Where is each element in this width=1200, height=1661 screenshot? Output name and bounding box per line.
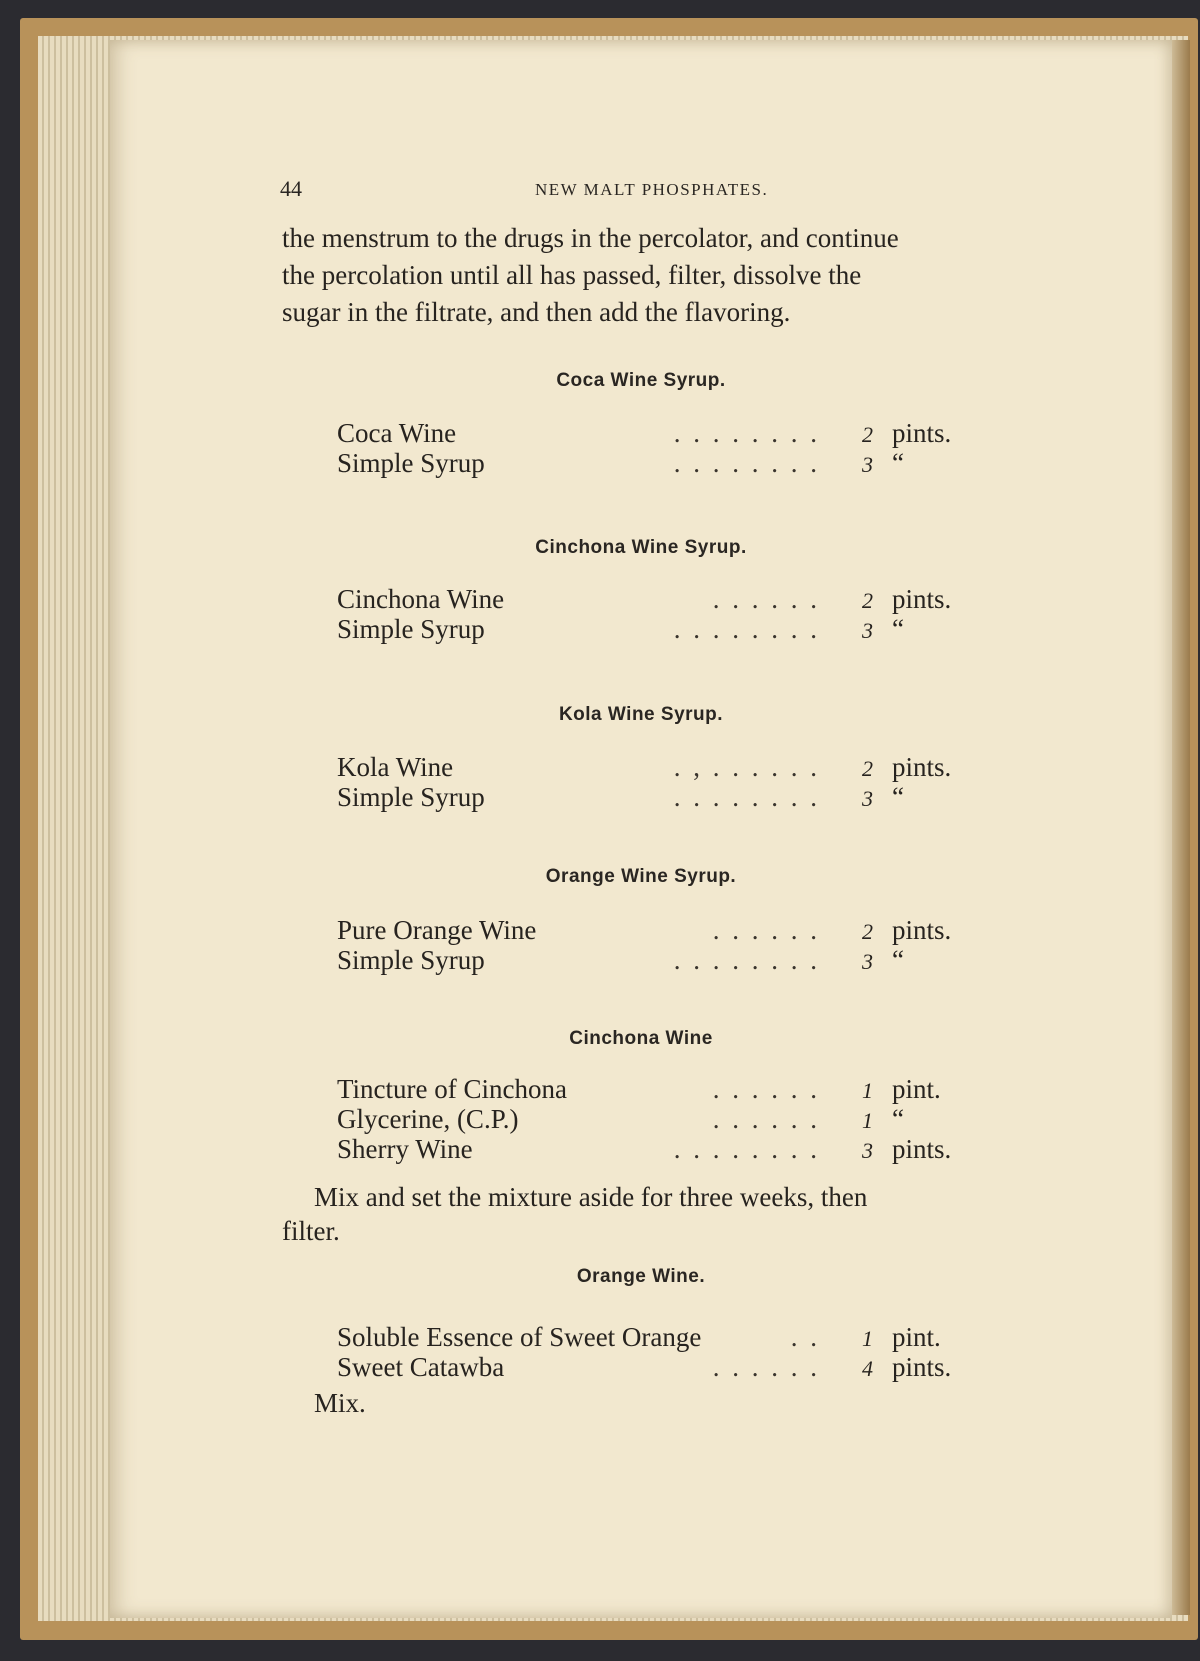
ingredient-name: Simple Syrup	[337, 614, 485, 644]
intro-line: the menstrum to the drugs in the percolator, and continue	[282, 223, 899, 253]
ingredient-unit: “	[892, 614, 904, 644]
intro-paragraph	[282, 220, 1030, 331]
recipe-heading: Cinchona Wine Syrup.	[535, 537, 747, 558]
ingredient-unit: “	[892, 945, 904, 975]
book-page	[110, 40, 1172, 1618]
ingredient-row	[110, 945, 1172, 976]
ingredient-quantity: 4	[862, 1356, 873, 1381]
leader-dots: . . . . . . . .	[673, 448, 820, 478]
ingredient-name: Sherry Wine	[337, 1134, 473, 1164]
note-line: Mix.	[314, 1388, 366, 1418]
recipe-heading: Coca Wine Syrup.	[556, 370, 726, 391]
ingredient-row	[110, 1104, 1172, 1135]
intro-line: the percolation until all has passed, filter, dissolve the	[282, 260, 862, 290]
note-line: Mix and set the mixture aside for three weeks, then	[314, 1182, 868, 1212]
note-line: filter.	[282, 1216, 340, 1246]
recipe-heading: Kola Wine Syrup.	[558, 704, 724, 725]
ingredient-name: Cinchona Wine	[337, 584, 505, 614]
ingredient-unit: pints.	[892, 1352, 952, 1382]
ingredient-unit: “	[892, 782, 904, 812]
ingredient-row	[110, 782, 1172, 813]
ingredient-name: Glycerine, (C.P.)	[337, 1104, 519, 1134]
intro-line: sugar in the filtrate, and then add the flavoring.	[282, 297, 791, 327]
ingredient-name: Kola Wine	[337, 752, 454, 782]
ingredient-quantity: 1	[862, 1108, 873, 1133]
ingredient-quantity: 3	[862, 786, 873, 811]
ingredient-row	[110, 1134, 1172, 1165]
leader-dots: . . . . . .	[712, 915, 820, 945]
ingredient-unit: pint.	[892, 1074, 941, 1104]
ingredient-unit: “	[892, 448, 904, 478]
ingredient-quantity: 2	[862, 588, 873, 613]
ingredient-name: Simple Syrup	[337, 448, 485, 478]
leader-dots: . .	[790, 1322, 820, 1352]
ingredient-row	[110, 1074, 1172, 1105]
ingredient-quantity: 2	[862, 422, 873, 447]
ingredient-unit: pint.	[892, 1322, 941, 1352]
ingredient-unit: pints.	[892, 584, 952, 614]
leader-dots: . . . . . . . .	[673, 418, 820, 448]
ingredient-quantity: 3	[862, 452, 873, 477]
ingredient-unit: pints.	[892, 418, 952, 448]
ingredient-quantity: 2	[862, 919, 873, 944]
ingredient-row	[110, 614, 1172, 645]
leader-dots: . . . . . .	[712, 1074, 820, 1104]
ingredient-quantity: 3	[862, 618, 873, 643]
ingredient-name: Simple Syrup	[337, 782, 485, 812]
ingredient-row	[110, 584, 1172, 615]
leader-dots: . . . . . . . .	[673, 1134, 820, 1164]
ingredient-quantity: 2	[862, 756, 873, 781]
ingredient-unit: pints.	[892, 752, 952, 782]
ingredient-unit: pints.	[892, 1134, 952, 1164]
ingredient-row	[110, 448, 1172, 479]
leader-dots: . . . . . .	[712, 1352, 820, 1382]
leader-dots: . . . . . .	[712, 1104, 820, 1134]
recipe-heading: Orange Wine.	[576, 1266, 706, 1287]
ingredient-quantity: 3	[862, 949, 873, 974]
leader-dots: . , . . . . . .	[673, 752, 820, 782]
ingredient-row	[110, 1322, 1172, 1353]
ingredient-quantity: 1	[862, 1326, 873, 1351]
recipe-heading: Orange Wine Syrup.	[545, 866, 737, 887]
ingredient-row	[110, 1352, 1172, 1383]
ingredient-name: Coca Wine	[337, 418, 457, 448]
ingredient-name: Soluble Essence of Sweet Orange	[337, 1322, 702, 1352]
leader-dots: . . . . . .	[712, 584, 820, 614]
ingredient-quantity: 3	[862, 1138, 873, 1163]
running-title: NEW MALT PHOSPHATES.	[535, 180, 769, 199]
ingredient-name: Tincture of Cinchona	[337, 1074, 567, 1104]
ingredient-unit: “	[892, 1104, 904, 1134]
recipe-note	[282, 1386, 1027, 1420]
leader-dots: . . . . . . . .	[673, 782, 820, 812]
recipe-note	[282, 1180, 1027, 1248]
ingredient-row	[110, 915, 1172, 946]
recipe-heading: Cinchona Wine	[569, 1028, 713, 1049]
ingredient-row	[110, 752, 1172, 783]
ingredient-name: Sweet Catawba	[337, 1352, 505, 1382]
page-number: 44	[280, 176, 302, 201]
leader-dots: . . . . . . . .	[673, 945, 820, 975]
ingredient-name: Simple Syrup	[337, 945, 485, 975]
ingredient-name: Pure Orange Wine	[337, 915, 537, 945]
ingredient-row	[110, 418, 1172, 449]
page-header	[280, 176, 930, 206]
ingredient-unit: pints.	[892, 915, 952, 945]
leader-dots: . . . . . . . .	[673, 614, 820, 644]
ingredient-quantity: 1	[862, 1078, 873, 1103]
